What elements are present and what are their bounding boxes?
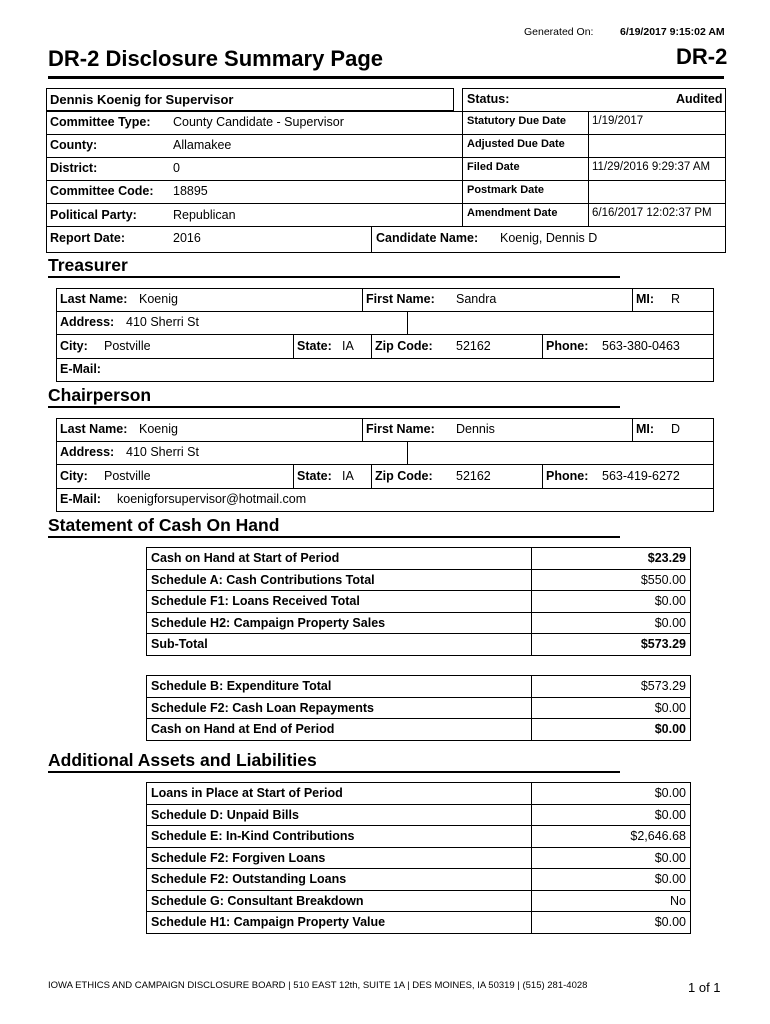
treasurer-state: IA <box>342 339 354 353</box>
chair-first-name-label: First Name: <box>366 422 435 436</box>
treasurer-last-name-label: Last Name: <box>60 292 128 306</box>
chair-address: 410 Sherri St <box>126 445 199 459</box>
treasurer-phone-label: Phone: <box>546 339 589 353</box>
table-row <box>147 591 691 613</box>
row-amount: $573.29 <box>532 676 691 698</box>
table-row <box>147 869 691 891</box>
committee-code-label: Committee Code: <box>50 184 154 198</box>
row-amount: $0.00 <box>532 869 691 891</box>
treasurer-heading: Treasurer <box>48 255 128 275</box>
treasurer-address-label: Address: <box>60 315 115 329</box>
row-amount: $2,646.68 <box>532 826 691 848</box>
report-date-value: 2016 <box>173 231 201 245</box>
chair-mi-label: MI: <box>636 422 655 436</box>
table-row <box>147 912 691 934</box>
row-label: Schedule A: Cash Contributions Total <box>147 569 532 591</box>
row-label: Schedule H1: Campaign Property Value <box>147 912 532 934</box>
table-row <box>147 804 691 826</box>
treasurer-first-name-label: First Name: <box>366 292 435 306</box>
chair-phone-label: Phone: <box>546 469 589 483</box>
cash-table-2 <box>146 675 691 741</box>
row-label: Schedule F2: Forgiven Loans <box>147 847 532 869</box>
table-row <box>147 719 691 741</box>
committee-code-value: 18895 <box>173 184 208 198</box>
political-party-value: Republican <box>173 208 236 222</box>
row-amount: $0.00 <box>532 783 691 805</box>
row-label: Loans in Place at Start of Period <box>147 783 532 805</box>
district-label: District: <box>50 161 98 175</box>
chair-mi: D <box>671 422 681 436</box>
table-row <box>147 634 691 656</box>
row-label: Schedule F2: Outstanding Loans <box>147 869 532 891</box>
cash-table-1 <box>146 547 691 656</box>
row-label: Sub-Total <box>147 634 532 656</box>
district-value: 0 <box>173 161 180 175</box>
table-row <box>147 697 691 719</box>
row-amount: $0.00 <box>532 612 691 634</box>
title-rule <box>48 76 724 79</box>
page-number: 1 of 1 <box>688 980 721 995</box>
chair-city: Postville <box>104 469 151 483</box>
candidate-name-label: Candidate Name: <box>376 231 479 245</box>
treasurer-zip-label: Zip Code: <box>375 339 433 353</box>
political-party-label: Political Party: <box>50 208 137 222</box>
chair-last-name: Koenig <box>139 422 178 436</box>
chair-email-label: E-Mail: <box>60 492 101 506</box>
table-row <box>147 569 691 591</box>
treasurer-email-label: E-Mail: <box>60 362 101 376</box>
row-amount: $0.00 <box>532 591 691 613</box>
treasurer-state-label: State: <box>297 339 332 353</box>
report-date-label: Report Date: <box>50 231 126 245</box>
assets-table <box>146 782 691 934</box>
chair-address-label: Address: <box>60 445 115 459</box>
row-amount: $23.29 <box>532 548 691 570</box>
row-label: Cash on Hand at End of Period <box>147 719 532 741</box>
generated-on-label: Generated On: <box>524 26 594 38</box>
assets-heading: Additional Assets and Liabilities <box>48 750 317 770</box>
county-label: County: <box>50 138 98 152</box>
table-row <box>147 847 691 869</box>
row-amount: $0.00 <box>532 912 691 934</box>
row-label: Schedule F1: Loans Received Total <box>147 591 532 613</box>
row-label: Schedule G: Consultant Breakdown <box>147 890 532 912</box>
treasurer-last-name: Koenig <box>139 292 178 306</box>
chairperson-heading: Chairperson <box>48 385 152 405</box>
row-label: Schedule E: In-Kind Contributions <box>147 826 532 848</box>
footer-address: IOWA ETHICS AND CAMPAIGN DISCLOSURE BOARD | 510 EAST 12th, SUITE 1A | DES MOINES, IA 50319 | (515) 281-4028 <box>48 980 588 991</box>
row-amount: $0.00 <box>532 804 691 826</box>
row-label: Schedule D: Unpaid Bills <box>147 804 532 826</box>
row-label: Schedule H2: Campaign Property Sales <box>147 612 532 634</box>
filed-date-value: 11/29/2016 9:29:37 AM <box>592 161 711 173</box>
cash-heading: Statement of Cash On Hand <box>48 515 280 535</box>
filed-date-label: Filed Date <box>467 161 520 173</box>
chair-state: IA <box>342 469 354 483</box>
committee-name: Dennis Koenig for Supervisor <box>50 92 234 107</box>
generated-on-value: 6/19/2017 9:15:02 AM <box>620 26 725 38</box>
row-amount: $0.00 <box>532 719 691 741</box>
candidate-name-value: Koenig, Dennis D <box>500 231 598 245</box>
chair-zip-label: Zip Code: <box>375 469 433 483</box>
statutory-due-value: 1/19/2017 <box>592 115 644 127</box>
page-title: DR-2 Disclosure Summary Page <box>48 46 384 71</box>
row-label: Cash on Hand at Start of Period <box>147 548 532 570</box>
chair-zip: 52162 <box>456 469 491 483</box>
table-row <box>147 783 691 805</box>
chair-phone: 563-419-6272 <box>602 469 680 483</box>
form-code: DR-2 <box>676 44 728 69</box>
table-row <box>147 548 691 570</box>
amendment-date-label: Amendment Date <box>467 207 558 219</box>
chair-city-label: City: <box>60 469 88 483</box>
chair-first-name: Dennis <box>456 422 495 436</box>
treasurer-mi: R <box>671 292 681 306</box>
table-row <box>147 890 691 912</box>
row-amount: No <box>532 890 691 912</box>
treasurer-first-name: Sandra <box>456 292 497 306</box>
table-row <box>147 612 691 634</box>
row-label: Schedule B: Expenditure Total <box>147 676 532 698</box>
chair-last-name-label: Last Name: <box>60 422 128 436</box>
row-amount: $0.00 <box>532 697 691 719</box>
row-amount: $573.29 <box>532 634 691 656</box>
amendment-date-value: 6/16/2017 12:02:37 PM <box>592 207 712 219</box>
table-row <box>147 826 691 848</box>
row-label: Schedule F2: Cash Loan Repayments <box>147 697 532 719</box>
adjusted-due-label: Adjusted Due Date <box>467 138 565 150</box>
status-label: Status: <box>467 92 510 106</box>
status-value: Audited <box>676 92 723 106</box>
chair-state-label: State: <box>297 469 332 483</box>
committee-type-label: Committee Type: <box>50 115 151 129</box>
row-amount: $550.00 <box>532 569 691 591</box>
postmark-date-label: Postmark Date <box>467 184 545 196</box>
treasurer-zip: 52162 <box>456 339 491 353</box>
treasurer-phone: 563-380-0463 <box>602 339 680 353</box>
county-value: Allamakee <box>173 138 232 152</box>
statutory-due-label: Statutory Due Date <box>467 115 567 127</box>
treasurer-mi-label: MI: <box>636 292 655 306</box>
table-row <box>147 676 691 698</box>
treasurer-address: 410 Sherri St <box>126 315 199 329</box>
row-amount: $0.00 <box>532 847 691 869</box>
treasurer-city: Postville <box>104 339 151 353</box>
chair-email: koenigforsupervisor@hotmail.com <box>117 492 307 506</box>
treasurer-city-label: City: <box>60 339 88 353</box>
committee-type-value: County Candidate - Supervisor <box>173 115 344 129</box>
